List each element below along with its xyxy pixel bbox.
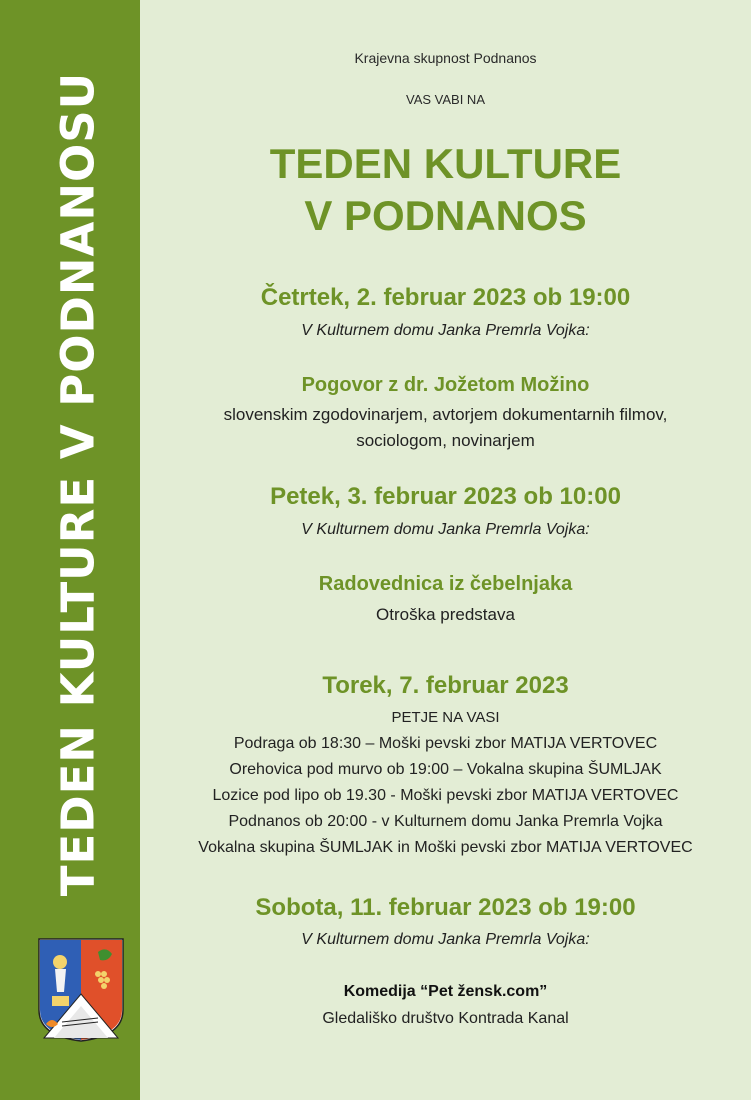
event-1-venue: V Kulturnem domu Janka Premrla Vojka: xyxy=(301,322,590,339)
event-3-date: Torek, 7. februar 2023 xyxy=(322,672,569,699)
sidebar-title: TEDEN KULTURE V PODNANOSU xyxy=(51,71,105,897)
event-2-venue: V Kulturnem domu Janka Premrla Vojka: xyxy=(301,521,590,538)
event-3-line-1: Podraga ob 18:30 – Moški pevski zbor MATIJA VERTOVEC xyxy=(233,735,658,752)
sidebar xyxy=(0,0,140,1100)
main-title-line-2: V PODNANOS xyxy=(304,192,587,239)
event-4-desc: Gledališko društvo Kontrada Kanal xyxy=(322,1010,569,1027)
event-3-line-4: Podnanos ob 20:00 - v Kulturnem domu Janka Premrla Vojka xyxy=(228,813,663,830)
event-3-subtitle: PETJE NA VASI xyxy=(391,709,500,726)
event-4-date: Sobota, 11. februar 2023 ob 19:00 xyxy=(255,894,636,921)
main-title-line-1: TEDEN KULTURE xyxy=(269,140,622,187)
event-1-title: Pogovor z dr. Jožetom Možino xyxy=(301,374,590,396)
event-4-venue: V Kulturnem domu Janka Premrla Vojka: xyxy=(301,931,590,948)
organizer: Krajevna skupnost Podnanos xyxy=(354,50,537,66)
poster-content xyxy=(140,0,751,1100)
event-3-line-3: Lozice pod lipo ob 19.30 - Moški pevski zbor MATIJA VERTOVEC xyxy=(212,787,679,804)
event-1-desc-1: slovenskim zgodovinarjem, avtorjem dokumentarnih filmov, xyxy=(223,405,668,424)
invite-text: VAS VABI NA xyxy=(406,92,485,107)
event-3-line-2: Orehovica pod murvo ob 19:00 – Vokalna skupina ŠUMLJAK xyxy=(229,761,662,778)
event-1-desc-2: sociologom, novinarjem xyxy=(356,431,535,450)
event-2-date: Petek, 3. februar 2023 ob 10:00 xyxy=(270,483,621,510)
coat-of-arms-icon xyxy=(38,938,124,1042)
event-2-desc: Otroška predstava xyxy=(376,605,515,624)
event-3-line-5: Vokalna skupina ŠUMLJAK in Moški pevski zbor MATIJA VERTOVEC xyxy=(198,839,693,856)
event-2-title: Radovednica iz čebelnjaka xyxy=(318,573,573,595)
event-4-title: Komedija “Pet žensk.com” xyxy=(343,983,548,1000)
event-1-date: Četrtek, 2. februar 2023 ob 19:00 xyxy=(260,284,631,311)
